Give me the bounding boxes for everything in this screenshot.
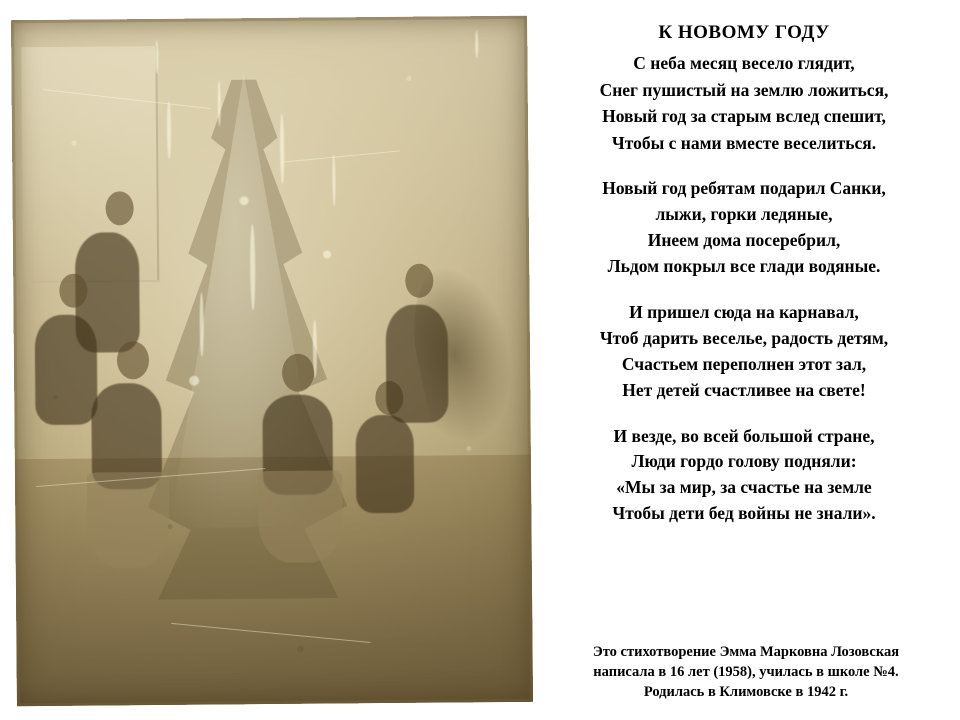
poem-title: К НОВОМУ ГОДУ [658,22,830,43]
person-figure [34,315,97,426]
photo-image [11,16,533,706]
person-skirt [257,470,342,563]
poem-line: Чтобы с нами вместе веселиться. [611,132,877,153]
poem-line: Чтобы дети бед войны не знали». [612,503,876,524]
ornament [323,251,331,259]
poem-line: Нет детей счастливее на свете! [622,379,866,400]
poem-line: Снег пушистый на землю ложиться, [599,79,889,100]
poem-stanza [540,176,948,280]
poem-line: «Мы за мир, за счастье на земле [616,477,872,498]
caption-line: Это стихотворение Эмма Марковна Лозовская [592,644,900,660]
poem-line: Люди гордо голову подняли: [631,451,857,472]
poem-line: И пришел сюда на карнавал, [629,301,859,322]
poem-line: лыжи, горки ледяные, [655,204,833,225]
caption [540,642,952,702]
caption-line: написала в 16 лет (1958), училась в школе №4. [593,664,899,680]
poem-line: С неба месяц весело глядит, [633,53,855,73]
poem-line: Чтоб дарить веселье, радость детям, [599,327,889,348]
poem [540,22,948,527]
poem-line: Инеем дома посеребрил, [647,230,841,251]
poem-stanza [540,300,948,404]
poem-stanza [540,424,948,528]
person-head [105,191,133,225]
poem-line: Новый год за старым вслед спешит, [602,106,886,127]
photograph [14,18,530,704]
poem-line: Новый год ребятам подарил Санки, [602,178,886,199]
person-skirt [87,472,170,569]
poem-stanza [540,50,948,156]
poem-line: И везде, во всей большой стране, [613,425,875,446]
person-figure [355,415,414,514]
poem-line: Льдом покрыл все глади водяные. [607,256,881,277]
caption-line: Родилась в Климовске в 1942 г. [643,684,849,700]
poem-line: Счастьем переполнен этот зал, [621,353,867,374]
